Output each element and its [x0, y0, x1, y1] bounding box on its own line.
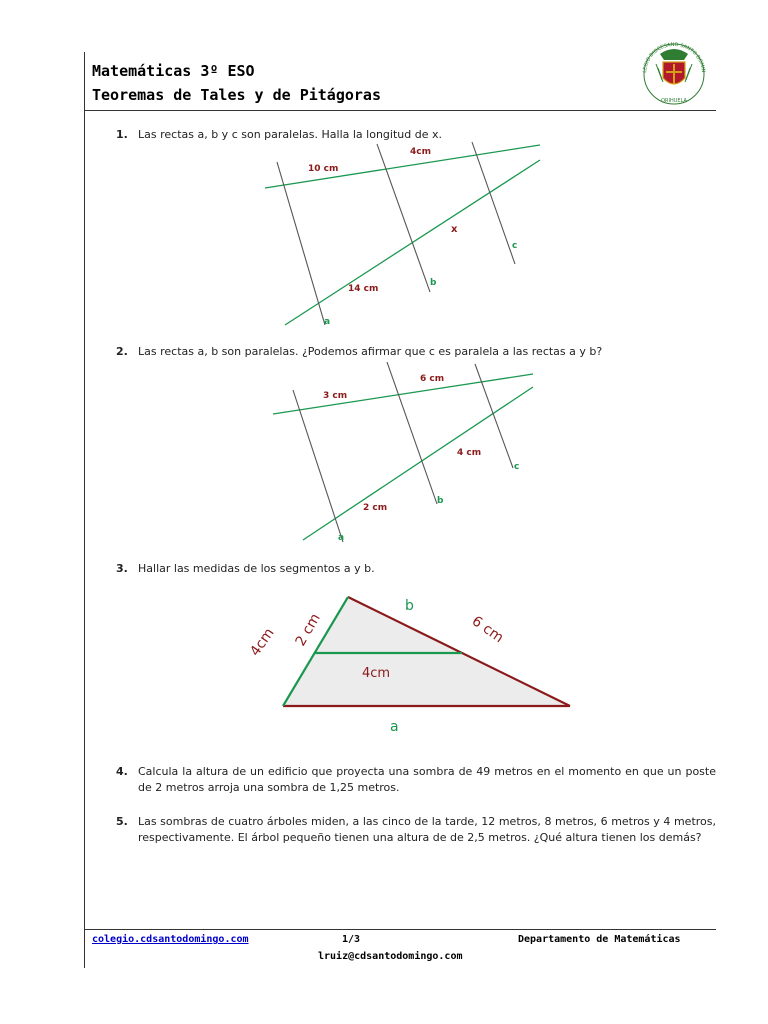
exercise-number: 4. [116, 765, 128, 778]
label-4cm: 4cm [410, 147, 431, 157]
logo-text-bottom: ORIHUELA [661, 98, 687, 104]
label-3cm: 3 cm [323, 391, 348, 401]
exercise-text: Hallar las medidas de los segmentos a y b. [138, 562, 375, 575]
figure-3 [235, 585, 585, 740]
footer-rule [84, 929, 716, 930]
label-left-4cm: 4cm [247, 625, 278, 660]
logo-text-top: LEGIO DIOCESANO SANTO DOMIN [642, 41, 706, 74]
label-c: c [512, 241, 518, 251]
label-a: a [390, 719, 399, 735]
label-x: x [451, 224, 458, 235]
header-rule [84, 110, 716, 111]
label-10cm: 10 cm [308, 164, 339, 174]
label-2cm: 2 cm [292, 610, 324, 649]
label-4cm: 4cm [362, 666, 391, 681]
label-b: b [405, 598, 414, 614]
transversal-bottom [303, 387, 533, 540]
label-c: c [514, 462, 520, 472]
exercise-5 [116, 814, 716, 862]
label-6cm: 6 cm [420, 374, 445, 384]
subject-title: Matemáticas 3º ESO [92, 62, 255, 80]
exercise-number: 5. [116, 815, 128, 828]
left-margin-line [84, 52, 85, 968]
exercise-4 [116, 764, 716, 796]
exercise-text: Las rectas a, b son paralelas. ¿Podemos afirmar que c es paralela a las rectas a y b? [138, 345, 603, 358]
label-6cm: 6 cm [468, 613, 507, 647]
figure-1 [255, 140, 555, 330]
school-logo [636, 36, 712, 106]
exercise-number: 3. [116, 562, 128, 575]
logo-hat-icon [660, 49, 688, 60]
label-a: a [338, 533, 345, 543]
exercise-number: 1. [116, 128, 128, 141]
label-a: a [324, 317, 331, 327]
exercise-text: Las rectas a, b y c son paralelas. Halla la longitud de x. [138, 128, 442, 141]
exercise-number: 2. [116, 345, 128, 358]
label-b: b [437, 496, 444, 506]
figure-2 [265, 360, 545, 545]
contact-email: lruiz@cdsantodomingo.com [318, 951, 463, 962]
exercise-text: Las sombras de cuatro árboles miden, a las cinco de la tarde, 12 metros, 8 metros, 6 metros y 4 metros, respectivamente. El árbol pequeño tienen una altura de de 2,5 metros. ¿Qué altura tienen los demás? [138, 815, 716, 844]
department-name: Departamento de Matemáticas [518, 934, 681, 945]
line-a [277, 162, 325, 325]
transversal-top [265, 145, 540, 188]
line-c [472, 142, 518, 264]
exercise-text: Calcula la altura de un edificio que proyecta una sombra de 49 metros en el momento en que un poste de 2 metros arroja una sombra de 1,25 metros. [138, 765, 716, 794]
label-4cm: 4 cm [457, 448, 482, 458]
line-a [293, 390, 343, 542]
label-b: b [430, 278, 437, 288]
topic-title: Teoremas de Tales y de Pitágoras [92, 86, 381, 104]
page-number: 1/3 [342, 934, 361, 945]
website-link[interactable]: colegio.cdsantodomingo.com [92, 934, 249, 945]
label-14cm: 14 cm [348, 284, 379, 294]
triangle-fill [283, 597, 570, 706]
label-2cm: 2 cm [363, 503, 388, 513]
